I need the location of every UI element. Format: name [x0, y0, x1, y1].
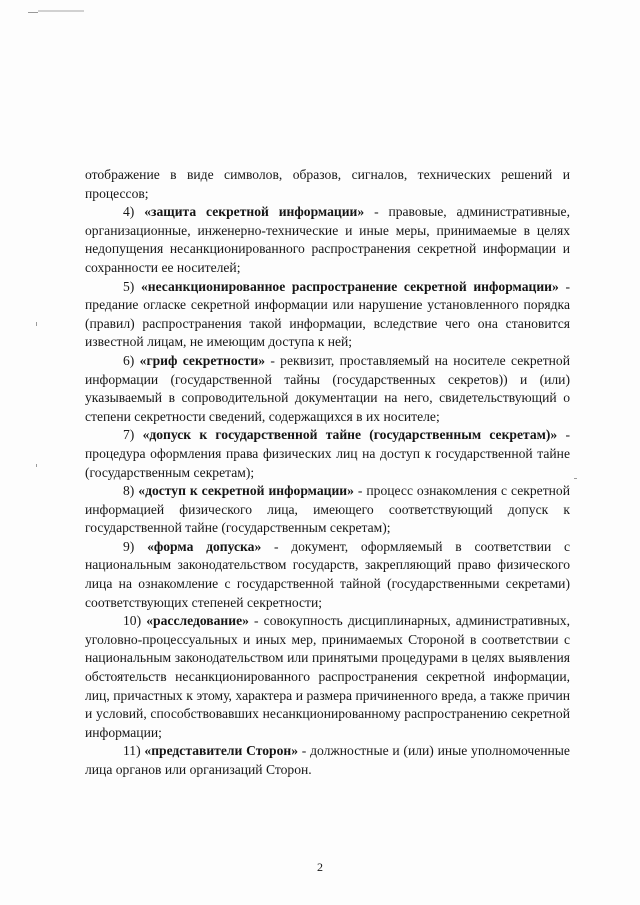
document-body	[85, 166, 570, 780]
definition-paragraph	[85, 426, 570, 482]
defined-term: «доступ к секретной информации»	[138, 483, 354, 499]
item-number: 9)	[123, 538, 135, 554]
definition-text: - совокупность дисциплинарных, административных, уголовно-процессуальных и иных мер, принимаемых Стороной в соответствии с национальным законодательством или принятыми процедурами в целях выявления обстоятельств несанкционированного распространения секретной информации, лиц, причастных к этому, характера и размера причиненного вреда, а также причин и условий, способствовавших несанкционированному распространению секретной информации;	[85, 613, 570, 740]
definition-text: - процесс ознакомления с секретной информацией физического лица, имеющего соответствующий допуск к государственной тайне (государственным секретам);	[85, 483, 570, 536]
definition-paragraph	[85, 612, 570, 742]
item-number: 7)	[123, 427, 135, 443]
definition-text: - предание огласке секретной информации или нарушение установленного порядка (правил) распространения такой информации, вследствие чего она становится известной лицам, не имеющим доступа к ней;	[85, 278, 570, 350]
item-number: 10)	[123, 613, 142, 629]
definition-text: - документ, оформляемый в соответствии с национальным законодательством государств, закрепляющий право физического лица на ознакомление с государственной тайной (государственными секретами) соответствующих степеней секретности;	[85, 538, 571, 610]
definition-paragraph	[85, 482, 570, 538]
scan-speck	[36, 464, 37, 467]
definition-paragraph	[85, 352, 570, 426]
paragraph-text: отображение в виде символов, образов, сигналов, технических решений и процессов;	[85, 167, 570, 201]
defined-term: «расследование»	[146, 613, 249, 629]
definition-text: - реквизит, проставляемый на носителе секретной информации (государственной тайны (государственных секретов)) и (или) указываемый в сопроводительной документации на него, свидетельствующий о степени секретности сведений, содержащихся в их носителе;	[85, 352, 570, 424]
definition-paragraph	[85, 538, 570, 612]
scan-artifact	[38, 10, 84, 12]
item-number: 11)	[123, 743, 141, 759]
paragraph	[85, 166, 570, 203]
defined-term: «несанкционированное распространение секретной информации»	[140, 278, 559, 294]
item-number: 4)	[123, 204, 135, 220]
definition-text: - правовые, административные, организационные, инженерно-технические и иные меры, принимаемые в целях недопущения несанкционированного распространения секретной информации и сохранности ее носителей;	[85, 204, 570, 275]
page-number: 2	[317, 860, 323, 874]
scan-speck	[574, 478, 577, 479]
definition-text: - процедура оформления права физических лиц на доступ к государственной тайне (государственным секретам);	[85, 427, 570, 480]
defined-term: «форма допуска»	[147, 538, 262, 554]
definition-paragraph	[85, 742, 570, 779]
defined-term: «допуск к государственной тайне (государственным секретам)»	[142, 427, 558, 443]
scan-speck	[36, 322, 37, 326]
defined-term: «представители Сторон»	[144, 743, 299, 759]
definition-text: - должностные и (или) иные уполномоченные лица органов или организаций Сторон.	[85, 743, 570, 777]
item-number: 8)	[123, 483, 135, 499]
item-number: 6)	[123, 352, 135, 368]
definition-paragraph	[85, 278, 570, 352]
defined-term: «защита секретной информации»	[144, 204, 365, 220]
definition-paragraph	[85, 203, 570, 277]
defined-term: «гриф секретности»	[139, 352, 266, 368]
item-number: 5)	[123, 278, 135, 294]
scan-artifact	[28, 12, 38, 13]
